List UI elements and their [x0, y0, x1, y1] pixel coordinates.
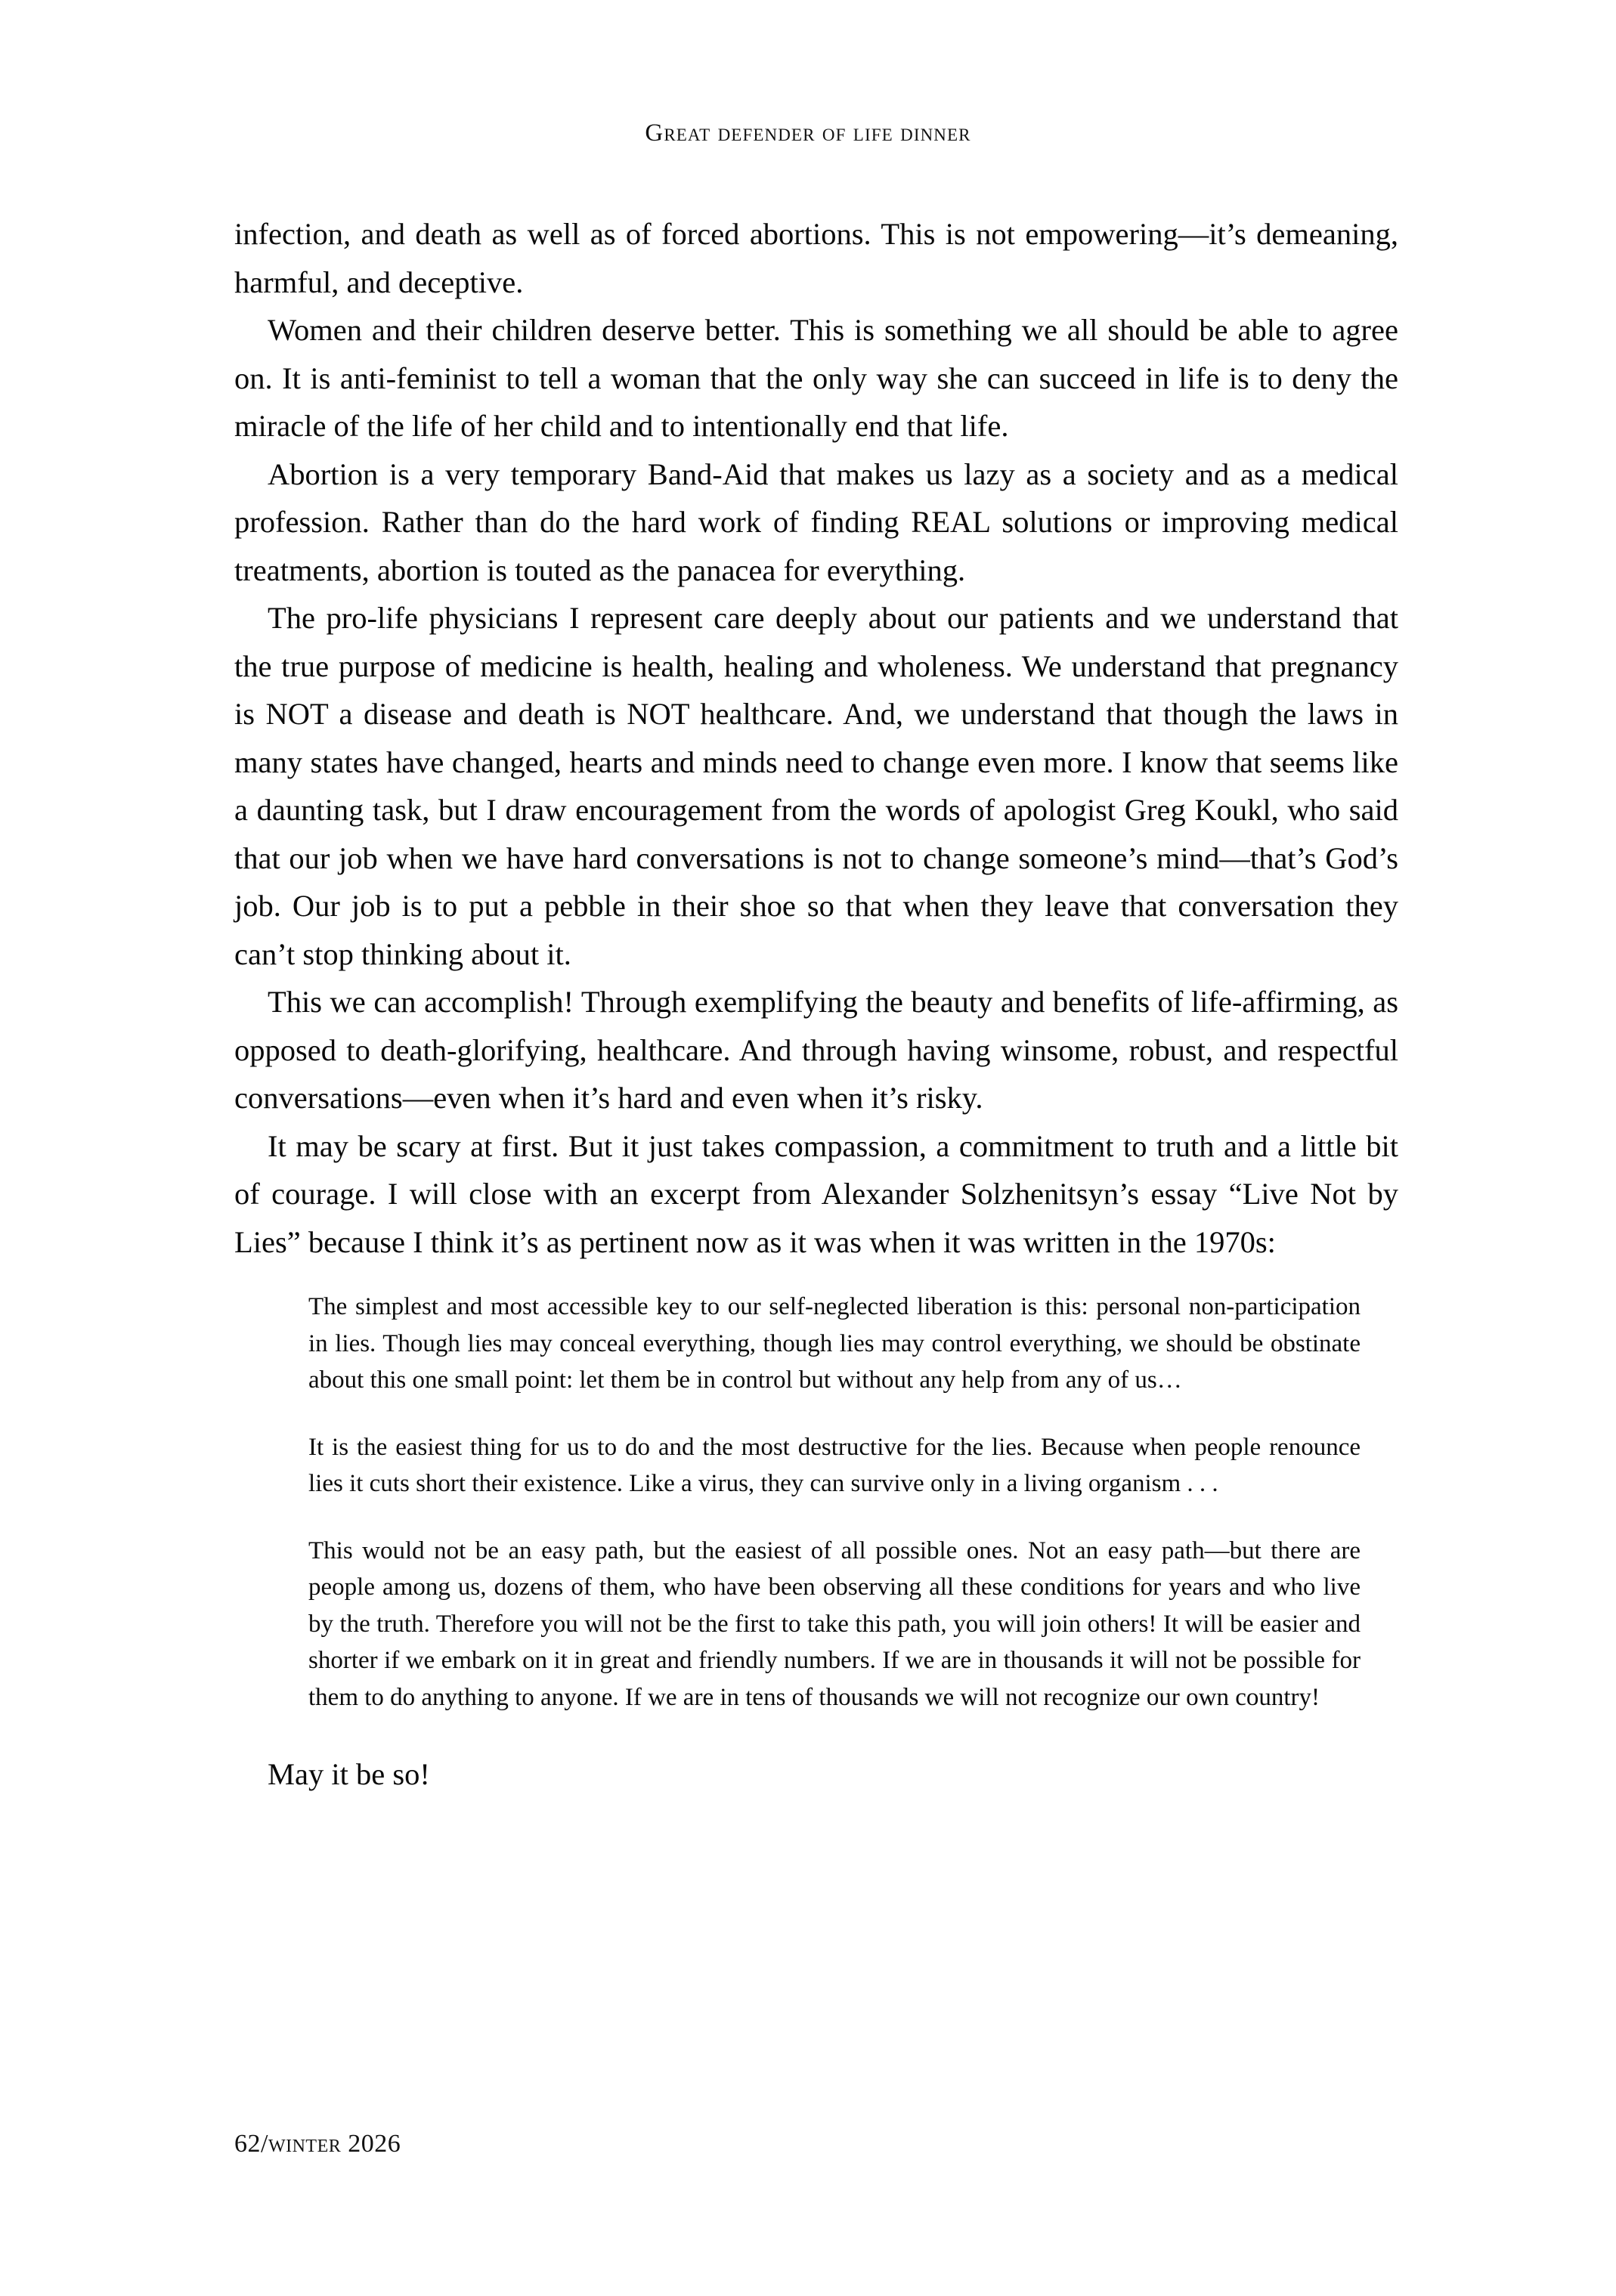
page-folio [234, 2130, 401, 2158]
paragraph-women-deserve-better: Women and their children deserve better. This is something we all should be able to agree on. It is anti-feminist to tell a woman that the only way she can succeed in life is to deny the miracle of the life of her child and to intentionally end that life. [234, 313, 1398, 443]
paragraph-continued: infection, and death as well as of forced abortions. This is not empowering—it’s demeaning, harmful, and deceptive. [234, 217, 1398, 299]
paragraph-this-we-can-accomplish: This we can accomplish! Through exemplifying the beauty and benefits of life-affirming, as opposed to death-glorifying, healthcare. And through having winsome, robust, and respectful conversations—even when it’s hard and even when it’s risky. [234, 985, 1398, 1115]
blockquote-solzhenitsyn [265, 1289, 1368, 1716]
folio-season: winter [268, 2130, 342, 2158]
paragraph-scary-at-first: It may be scary at first. But it just takes compassion, a commitment to truth and a little bit of courage. I will close with an excerpt from Alexander Solzhenitsyn’s essay “Live Not by Lies” because I think it’s as pertinent now as it was when it was written in the 1970s: [234, 1128, 1398, 1259]
folio-page-number: 62/ [234, 2130, 268, 2158]
paragraph-band-aid: Abortion is a very temporary Band-Aid that makes us lazy as a society and as a medical profession. Rather than do the hard work of finding REAL solutions or improving medical treatments, abortion is touted as the panacea for everything. [234, 456, 1398, 587]
running-head: Great defender of life dinner [645, 119, 971, 147]
folio-year: 2026 [341, 2130, 401, 2158]
blockquote-paragraph-3: This would not be an easy path, but the easiest of all possible ones. Not an easy path—but there are people among us, dozens of them, who have been observing all these conditions for years and who live by the truth. Therefore you will not be the first to take this path, you will join others! It will be easier and shorter if we embark on it in great and friendly numbers. If we are in thousands it will not be possible for them to do anything to anyone. If we are in tens of thousands we will not recognize our own country! [308, 1536, 1361, 1711]
blockquote-paragraph-1: The simplest and most accessible key to our self-neglected liberation is this: personal non-participation in lies. Though lies may conceal everything, though lies may control everything, we should be obstinate about this one small point: let them be in control but without any help from any of us… [308, 1293, 1361, 1394]
text-column [234, 210, 1398, 1829]
closing-line: May it be so! [268, 1757, 430, 1791]
paragraph-pro-life-physicians: The pro-life physicians I represent care deeply about our patients and we understand that the true purpose of medicine is health, healing and wholeness. We understand that pregnancy is NOT a disease and death is NOT healthcare. And, we understand that though the laws in many states have changed, hearts and minds need to change even more. I know that seems like a daunting task, but I draw encouragement from the words of apologist Greg Koukl, who said that our job when we have hard conversations is not to change someone’s mind—that’s God’s job. Our job is to put a pebble in their shoe so that when they leave that conversation they can’t stop thinking about it. [234, 601, 1398, 971]
blockquote-paragraph-2: It is the easiest thing for us to do and the most destructive for the lies. Because when people renounce lies it cuts short their existence. Like a virus, they can survive only in a living organism . . . [308, 1433, 1361, 1497]
